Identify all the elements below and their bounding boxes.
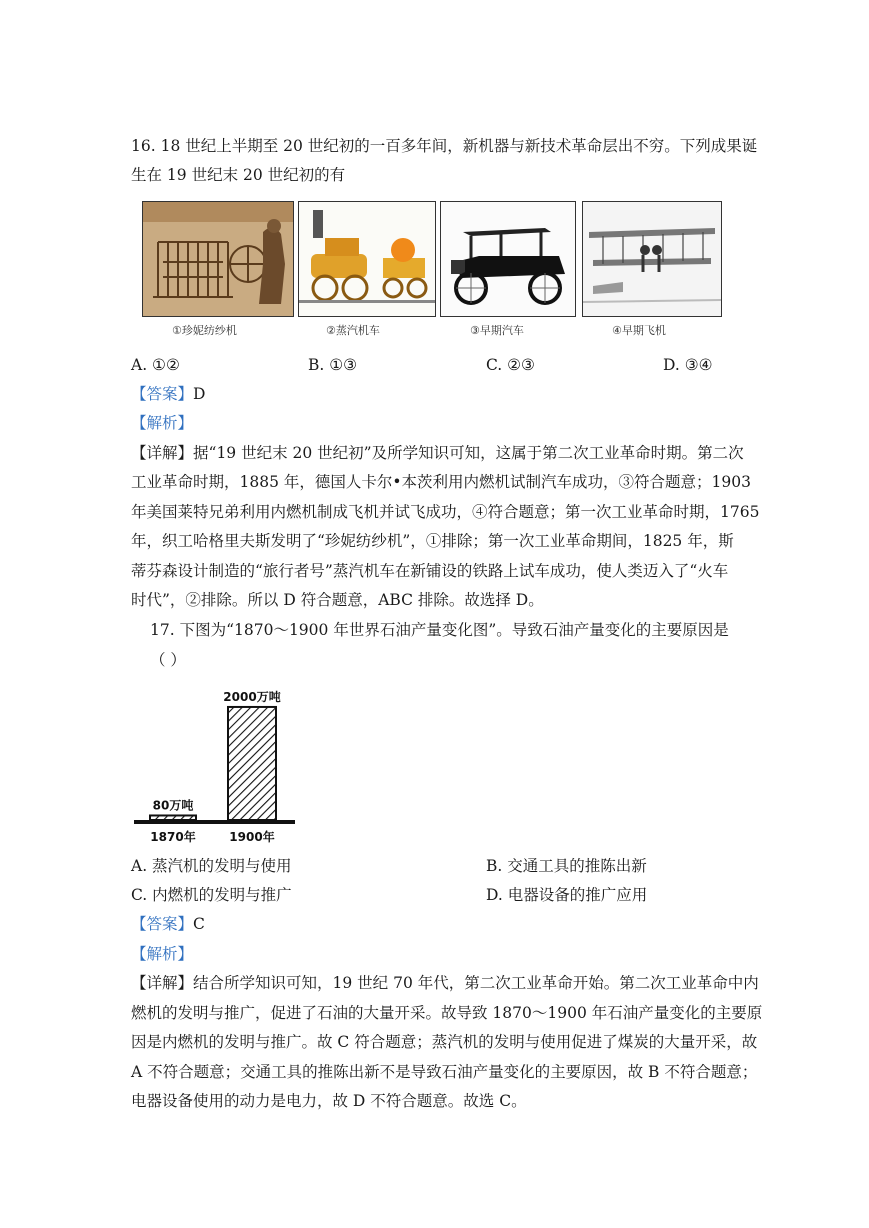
- q17-detail-line5: 电器设备使用的动力是电力，故 D 不符合题意。故选 C。: [131, 1092, 527, 1110]
- q17-detail-line2: 燃机的发明与推广，促进了石油的大量开采。故导致 1870～1900 年石油产量变化的主要原: [131, 1004, 763, 1022]
- q17-analysis-tag: 【解析】: [131, 945, 194, 963]
- detail-tag: 【详解】: [131, 444, 194, 462]
- q16-detail-line5: 蒂芬森设计制造的“旅行者号”蒸汽机车在新铺设的铁路上试车成功，使人类迈入了“火车: [131, 562, 729, 580]
- q17-detail-line3: 因是内燃机的发明与推广。故 C 符合题意；蒸汽机的发明与使用促进了煤炭的大量开采，故: [131, 1033, 758, 1051]
- detail-tag: 【详解】: [131, 974, 194, 992]
- tick-label-1870年: 1870年: [150, 830, 196, 844]
- q16-analysis-tag: 【解析】: [131, 414, 194, 432]
- bar-1900年: [228, 707, 276, 820]
- q17-option-a[interactable]: A. 蒸汽机的发明与使用: [131, 857, 292, 875]
- q16-detail-line2: 工业革命时期，1885 年，德国人卡尔•本茨利用内燃机试制汽车成功，③符合题意；1903: [131, 473, 751, 491]
- early-car-image: [440, 201, 576, 317]
- q17-stem-line2: （ ）: [150, 651, 186, 669]
- early-airplane-image: [582, 201, 722, 317]
- bar-1870年: [150, 815, 196, 820]
- data-label-1900年: 2000万吨: [223, 689, 281, 704]
- q16-option-c[interactable]: C. ②③: [486, 356, 535, 374]
- q16-option-d[interactable]: D. ③④: [663, 356, 713, 374]
- q16-stem-line1: 16. 18 世纪上半期至 20 世纪初的一百多年间，新机器与新技术革命层出不穷。下列成果诞: [131, 137, 758, 155]
- detail-text: 结合所学知识可知，19 世纪 70 年代，第二次工业革命开始。第二次工业革命中内: [193, 974, 759, 992]
- oil-production-chart: [130, 683, 310, 848]
- caption-spinning-jenny: ①珍妮纺纱机: [172, 324, 237, 337]
- spinning-jenny-image: [142, 201, 294, 317]
- q16-detail-line1: [131, 443, 744, 463]
- q17-option-d[interactable]: D. 电器设备的推广应用: [486, 886, 648, 904]
- q17-stem-line1: 17. 下图为“1870～1900 年世界石油产量变化图”。导致石油产量变化的主要原因是: [150, 621, 729, 639]
- detail-text: 据“19 世纪末 20 世纪初”及所学知识可知，这属于第二次工业革命时期。第二次: [193, 444, 744, 462]
- caption-steam-locomotive: ②蒸汽机车: [326, 324, 380, 337]
- q16-detail-line3: 年美国莱特兄弟利用内燃机制成飞机并试飞成功，④符合题意；第一次工业革命时期，1765: [131, 503, 760, 521]
- q16-answer: [131, 384, 205, 404]
- steam-locomotive-image: [298, 201, 436, 317]
- q16-option-b[interactable]: B. ①③: [308, 356, 358, 374]
- q16-option-a[interactable]: A. ①②: [131, 356, 180, 374]
- q17-detail-line4: A 不符合题意；交通工具的推陈出新不是导致石油产量变化的主要原因，故 B 不符合题意；: [131, 1063, 758, 1081]
- q17-detail-line1: [131, 973, 759, 993]
- answer-tag: 【答案】: [131, 915, 194, 933]
- caption-early-car: ③早期汽车: [470, 324, 524, 337]
- q17-option-c[interactable]: C. 内燃机的发明与推广: [131, 886, 292, 904]
- tick-label-1900年: 1900年: [229, 830, 275, 844]
- q16-stem-line2: 生在 19 世纪末 20 世纪初的有: [131, 166, 346, 184]
- q17-option-b[interactable]: B. 交通工具的推陈出新: [486, 857, 647, 875]
- caption-early-airplane: ④早期飞机: [612, 324, 666, 337]
- q16-detail-line4: 年，织工哈格里夫斯发明了“珍妮纺纱机”，①排除；第一次工业革命期间，1825 年，斯: [131, 532, 734, 550]
- q16-detail-line6: 时代”，②排除。所以 D 符合题意，ABC 排除。故选择 D。: [131, 591, 544, 609]
- answer-value: D: [193, 385, 206, 403]
- answer-value: C: [193, 915, 205, 933]
- data-label-1870年: 80万吨: [152, 798, 194, 813]
- answer-tag: 【答案】: [131, 385, 194, 403]
- q17-answer: [131, 914, 205, 934]
